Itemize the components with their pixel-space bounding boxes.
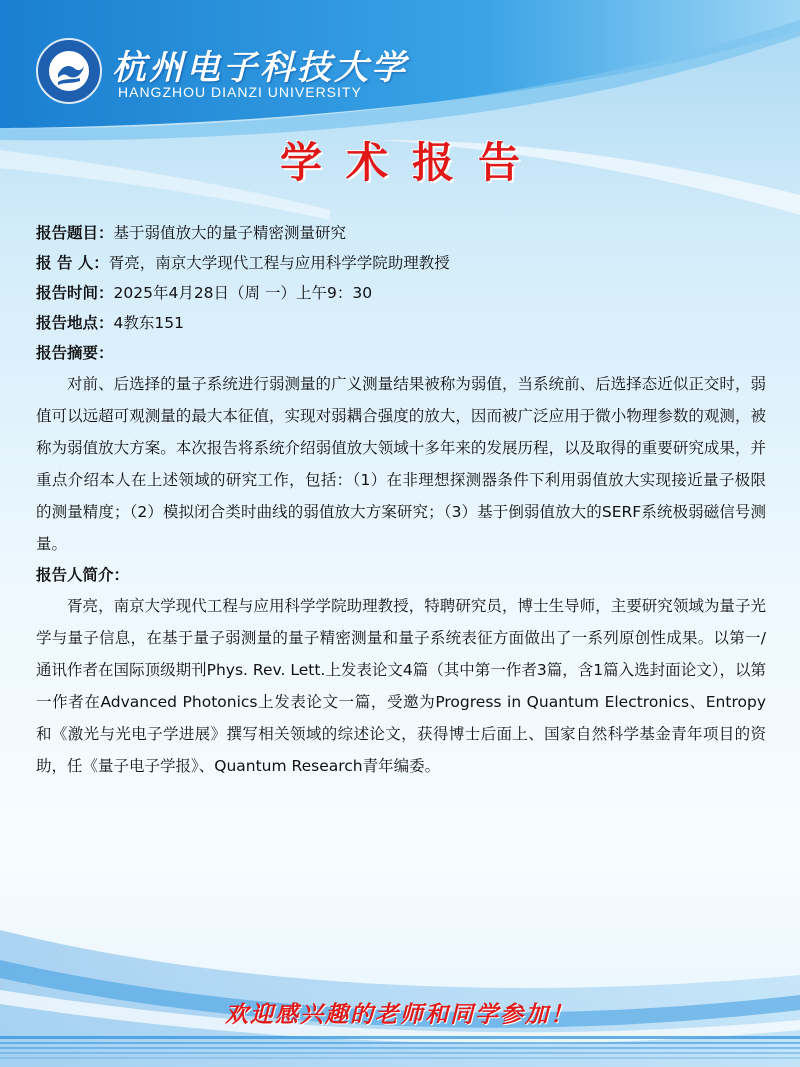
page-title: 学术报告 — [279, 138, 544, 187]
field-topic — [36, 218, 766, 248]
university-seal-icon — [36, 38, 102, 104]
field-location — [36, 308, 766, 338]
field-label: 报告时间： — [36, 284, 114, 302]
field-time — [36, 278, 766, 308]
field-label: 报告地点： — [36, 314, 114, 332]
field-label: 报告题目： — [36, 224, 114, 242]
bio-text: 胥亮，南京大学现代工程与应用科学学院助理教授，特聘研究员，博士生导师，主要研究领域为量子光学与量子信息，在基于量子弱测量的量子精密测量和量子系统表征方面做出了一系列原创性成果。以第一/通讯作者在国际顶级期刊Phys. Rev. Lett.上发表论文4篇（其中第一作者3篇，含1篇入选封面论文），以第一作者在Advanced Photonics上发表论文一篇，受邀为Progress in Quantum Electronics、Entropy和《激光与光电子学进展》撰写相关领域的综述论文，获得博士后面上、国家自然科学基金青年项目的资助，任《量子电子学报》、Quantum Research青年编委。 — [36, 597, 766, 775]
field-value: 基于弱值放大的量子精密测量研究 — [113, 224, 347, 242]
university-name-en: HANGZHOU DIANZI UNIVERSITY — [118, 84, 362, 100]
bio-heading: 报告人简介： — [36, 566, 130, 584]
footer-welcome: 欢迎感兴趣的老师和同学参加！ — [225, 1001, 575, 1028]
abstract-heading: 报告摘要： — [36, 344, 114, 362]
report-content — [36, 218, 766, 782]
abstract-text: 对前、后选择的量子系统进行弱测量的广义测量结果被称为弱值，当系统前、后选择态近似正交时，弱值可以远超可观测量的最大本征值，实现对弱耦合强度的放大，因而被广泛应用于微小物理参数的观测，被称为弱值放大方案。本次报告将系统介绍弱值放大领域十多年来的发展历程，以及取得的重要研究成果，并重点介绍本人在上述领域的研究工作，包括：（1）在非理想探测器条件下利用弱值放大实现接近量子极限的测量精度；（2）模拟闭合类时曲线的弱值放大方案研究；（3）基于倒弱值放大的SERF系统极弱磁信号测量。 — [36, 375, 766, 553]
field-value: 胥亮，南京大学现代工程与应用科学学院助理教授 — [108, 254, 450, 272]
field-speaker — [36, 248, 766, 278]
university-name-cn: 杭州电子科技大学 — [112, 48, 408, 88]
footer-stripes — [0, 1030, 800, 1067]
field-label: 报 告 人： — [36, 254, 109, 272]
seal-wave-icon — [36, 38, 102, 104]
field-value: 4教东151 — [113, 314, 184, 332]
header — [0, 0, 800, 130]
field-value: 2025年4月28日（周 一）上午9：30 — [113, 284, 373, 302]
